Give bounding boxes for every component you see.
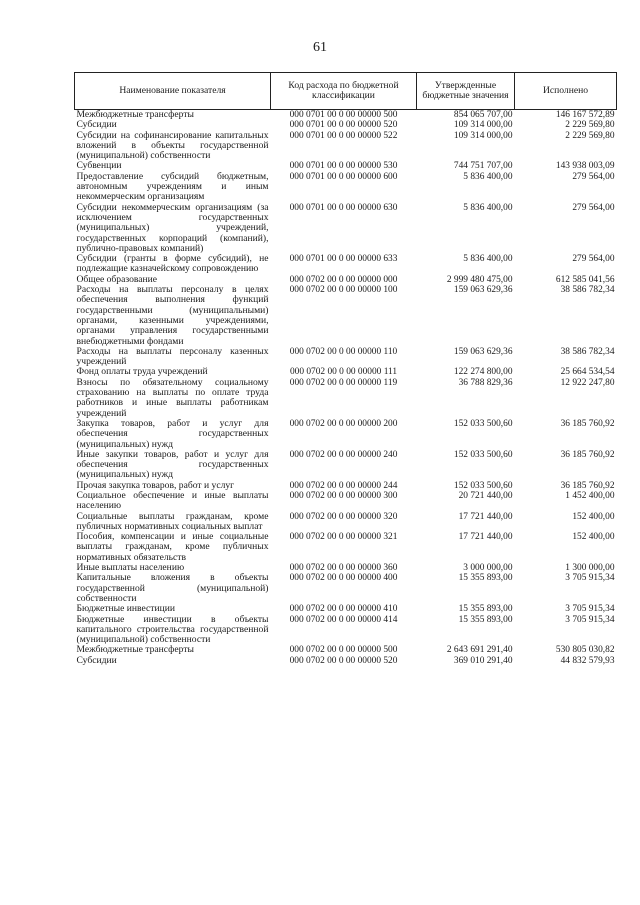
row-executed-value: 152 400,00 [572,511,615,522]
row-code: 000 0702 00 0 00 00000 414 [289,614,398,625]
row-executed-value: 2 229 569,80 [565,130,615,141]
row-code: 000 0702 00 0 00 00000 360 [289,563,398,574]
table-row [75,203,617,254]
row-approved-value: 5 836 400,00 [463,171,513,182]
row-code: 000 0702 00 0 00 00000 000 [289,274,398,285]
row-name: Субвенции [76,160,122,172]
row-executed-value: 279 564,00 [572,171,615,182]
row-name: Субсидии [76,119,117,131]
row-name: Капитальные вложения в объекты государственной (муниципальной) собственности [76,572,269,604]
row-executed-value: 36 185 760,92 [560,418,615,429]
table-row [75,491,617,512]
row-approved-value: 15 355 893,00 [458,614,513,625]
row-executed-value: 12 922 247,80 [560,377,615,388]
row-name: Межбюджетные трансферты [76,644,194,656]
table-row [75,347,617,368]
row-approved-value: 122 274 800,00 [453,367,513,378]
table-row [75,110,617,121]
row-name: Социальные выплаты гражданам, кроме публичных нормативных социальных выплат [76,510,269,532]
row-executed-value: 36 185 760,92 [560,480,615,491]
row-name: Иные выплаты населению [76,562,185,574]
row-approved-value: 854 065 707,00 [453,110,513,120]
row-code: 000 0702 00 0 00 00000 244 [289,480,398,491]
row-code: 000 0702 00 0 00 00000 119 [289,377,398,388]
table-row [75,285,617,347]
row-approved-value: 152 033 500,60 [453,480,513,491]
row-executed-value: 279 564,00 [572,254,615,265]
row-name: Субсидии (гранты в форме субсидий), не подлежащие казначейскому сопровождению [76,253,269,275]
row-name: Прочая закупка товаров, работ и услуг [76,479,235,491]
table-row [75,131,617,162]
header-code: Код расхода по бюджетной классификации [271,73,417,110]
row-name: Пособия, компенсации и иные социальные выплаты гражданам, кроме публичных нормативных обязательств [76,531,269,563]
row-executed-value: 2 229 569,80 [565,120,615,131]
page-number: 61 [313,40,327,55]
row-code: 000 0702 00 0 00 00000 410 [289,604,398,615]
row-executed-value: 38 586 782,34 [560,346,615,357]
row-approved-value: 5 836 400,00 [463,254,513,265]
row-approved-value: 744 751 707,00 [453,161,513,172]
row-executed-value: 1 452 400,00 [565,490,615,501]
row-code: 000 0701 00 0 00 00000 630 [289,202,398,213]
table-row [75,615,617,646]
row-executed-value: 152 400,00 [572,532,615,543]
row-approved-value: 109 314 000,00 [453,130,513,141]
table-row [75,604,617,614]
row-name: Расходы на выплаты персоналу в целях обеспечения выполнения функций государственными (муниципальными) органами, казенными учреждениями, органами управления государственными внебюджетными фондами [76,284,269,347]
row-approved-value: 159 063 629,36 [453,346,513,357]
row-code: 000 0702 00 0 00 00000 400 [289,573,398,584]
table-row [75,378,617,419]
row-executed-value: 279 564,00 [572,202,615,213]
row-name: Субсидии [76,654,117,666]
budget-execution-table [74,72,617,666]
row-code: 000 0702 00 0 00 00000 240 [289,449,398,460]
table-row [75,419,617,450]
header-approved: Утвержденные бюджетные значения [417,73,515,110]
table-row [75,254,617,275]
row-name: Закупка товаров, работ и услуг для обеспечения государственных (муниципальных) нужд [76,417,269,450]
row-executed-value: 25 664 534,54 [560,367,615,378]
row-name: Социальное обеспечение и иные выплаты населению [76,489,269,512]
table-row [75,645,617,655]
row-code: 000 0702 00 0 00 00000 520 [289,655,398,666]
table-row [75,450,617,481]
row-approved-value: 3 000 000,00 [463,563,513,574]
row-approved-value: 17 721 440,00 [458,511,513,522]
header-executed: Исполнено [515,73,617,110]
row-approved-value: 20 721 440,00 [458,490,513,501]
row-approved-value: 369 010 291,40 [453,655,513,666]
row-code: 000 0702 00 0 00 00000 100 [289,285,398,296]
row-name: Общее образование [76,273,158,285]
table-header-row [75,73,617,110]
row-name: Взносы по обязательному социальному страхованию на выплаты по оплате труда работников и иные выплаты работникам учреждений [76,376,269,419]
row-executed-value: 530 805 030,82 [555,645,615,656]
table-row [75,573,617,604]
row-code: 000 0701 00 0 00 00000 500 [289,110,398,120]
row-code: 000 0702 00 0 00 00000 200 [289,418,398,429]
row-executed-value: 36 185 760,92 [560,449,615,460]
row-code: 000 0702 00 0 00 00000 321 [289,532,398,543]
row-code: 000 0702 00 0 00 00000 111 [289,367,398,378]
row-code: 000 0701 00 0 00 00000 600 [289,171,398,182]
row-approved-value: 36 788 829,36 [458,377,513,388]
row-code: 000 0701 00 0 00 00000 530 [289,161,398,172]
row-approved-value: 17 721 440,00 [458,532,513,543]
table-body [75,110,617,667]
row-approved-value: 5 836 400,00 [463,202,513,213]
row-code: 000 0702 00 0 00 00000 110 [289,346,398,357]
row-name: Бюджетные инвестиции [76,603,175,615]
row-code: 000 0702 00 0 00 00000 500 [289,645,398,656]
row-approved-value: 15 355 893,00 [458,573,513,584]
row-approved-value: 109 314 000,00 [453,120,513,131]
row-name: Расходы на выплаты персоналу казенных учреждений [76,345,269,368]
row-name: Межбюджетные трансферты [76,109,194,120]
row-code: 000 0702 00 0 00 00000 300 [289,490,398,501]
table-row [75,532,617,563]
row-executed-value: 3 705 915,34 [565,614,615,625]
header-name: Наименование показателя [75,73,271,110]
row-executed-value: 3 705 915,34 [565,604,615,615]
row-name: Предоставление субсидий бюджетным, автономным учреждениям и иным некоммерческим организациям [76,170,269,203]
table-row [75,172,617,203]
row-name: Субсидии некоммерческим организациям (за исключением государственных (муниципальных) учреждений, государственных корпораций (компаний), публично-правовых компаний) [76,201,269,254]
table-row [75,512,617,533]
row-code: 000 0702 00 0 00 00000 320 [289,511,398,522]
row-executed-value: 612 585 041,56 [555,274,615,285]
row-code: 000 0701 00 0 00 00000 633 [289,254,398,265]
row-executed-value: 38 586 782,34 [560,285,615,296]
row-approved-value: 2 999 480 475,00 [446,274,513,285]
table-row [75,656,617,666]
row-name: Фонд оплаты труда учреждений [76,366,208,378]
row-name: Иные закупки товаров, работ и услуг для обеспечения государственных (муниципальных) нужд [76,448,269,481]
row-approved-value: 2 643 691 291,40 [446,645,513,656]
row-executed-value: 44 832 579,93 [560,655,615,666]
row-approved-value: 152 033 500,60 [453,418,513,429]
row-executed-value: 146 167 572,89 [555,110,615,120]
row-approved-value: 159 063 629,36 [453,285,513,296]
row-code: 000 0701 00 0 00 00000 522 [289,130,398,141]
row-name: Субсидии на софинансирование капитальных вложений в объекты государственной (муниципальной) собственности [76,129,269,162]
row-code: 000 0701 00 0 00 00000 520 [289,120,398,131]
row-executed-value: 1 300 000,00 [565,563,615,574]
row-executed-value: 3 705 915,34 [565,573,615,584]
row-name: Бюджетные инвестиции в объекты капитального строительства государственной (муниципальной) собственности [76,613,269,646]
row-approved-value: 152 033 500,60 [453,449,513,460]
row-approved-value: 15 355 893,00 [458,604,513,615]
row-executed-value: 143 938 003,09 [555,161,615,172]
